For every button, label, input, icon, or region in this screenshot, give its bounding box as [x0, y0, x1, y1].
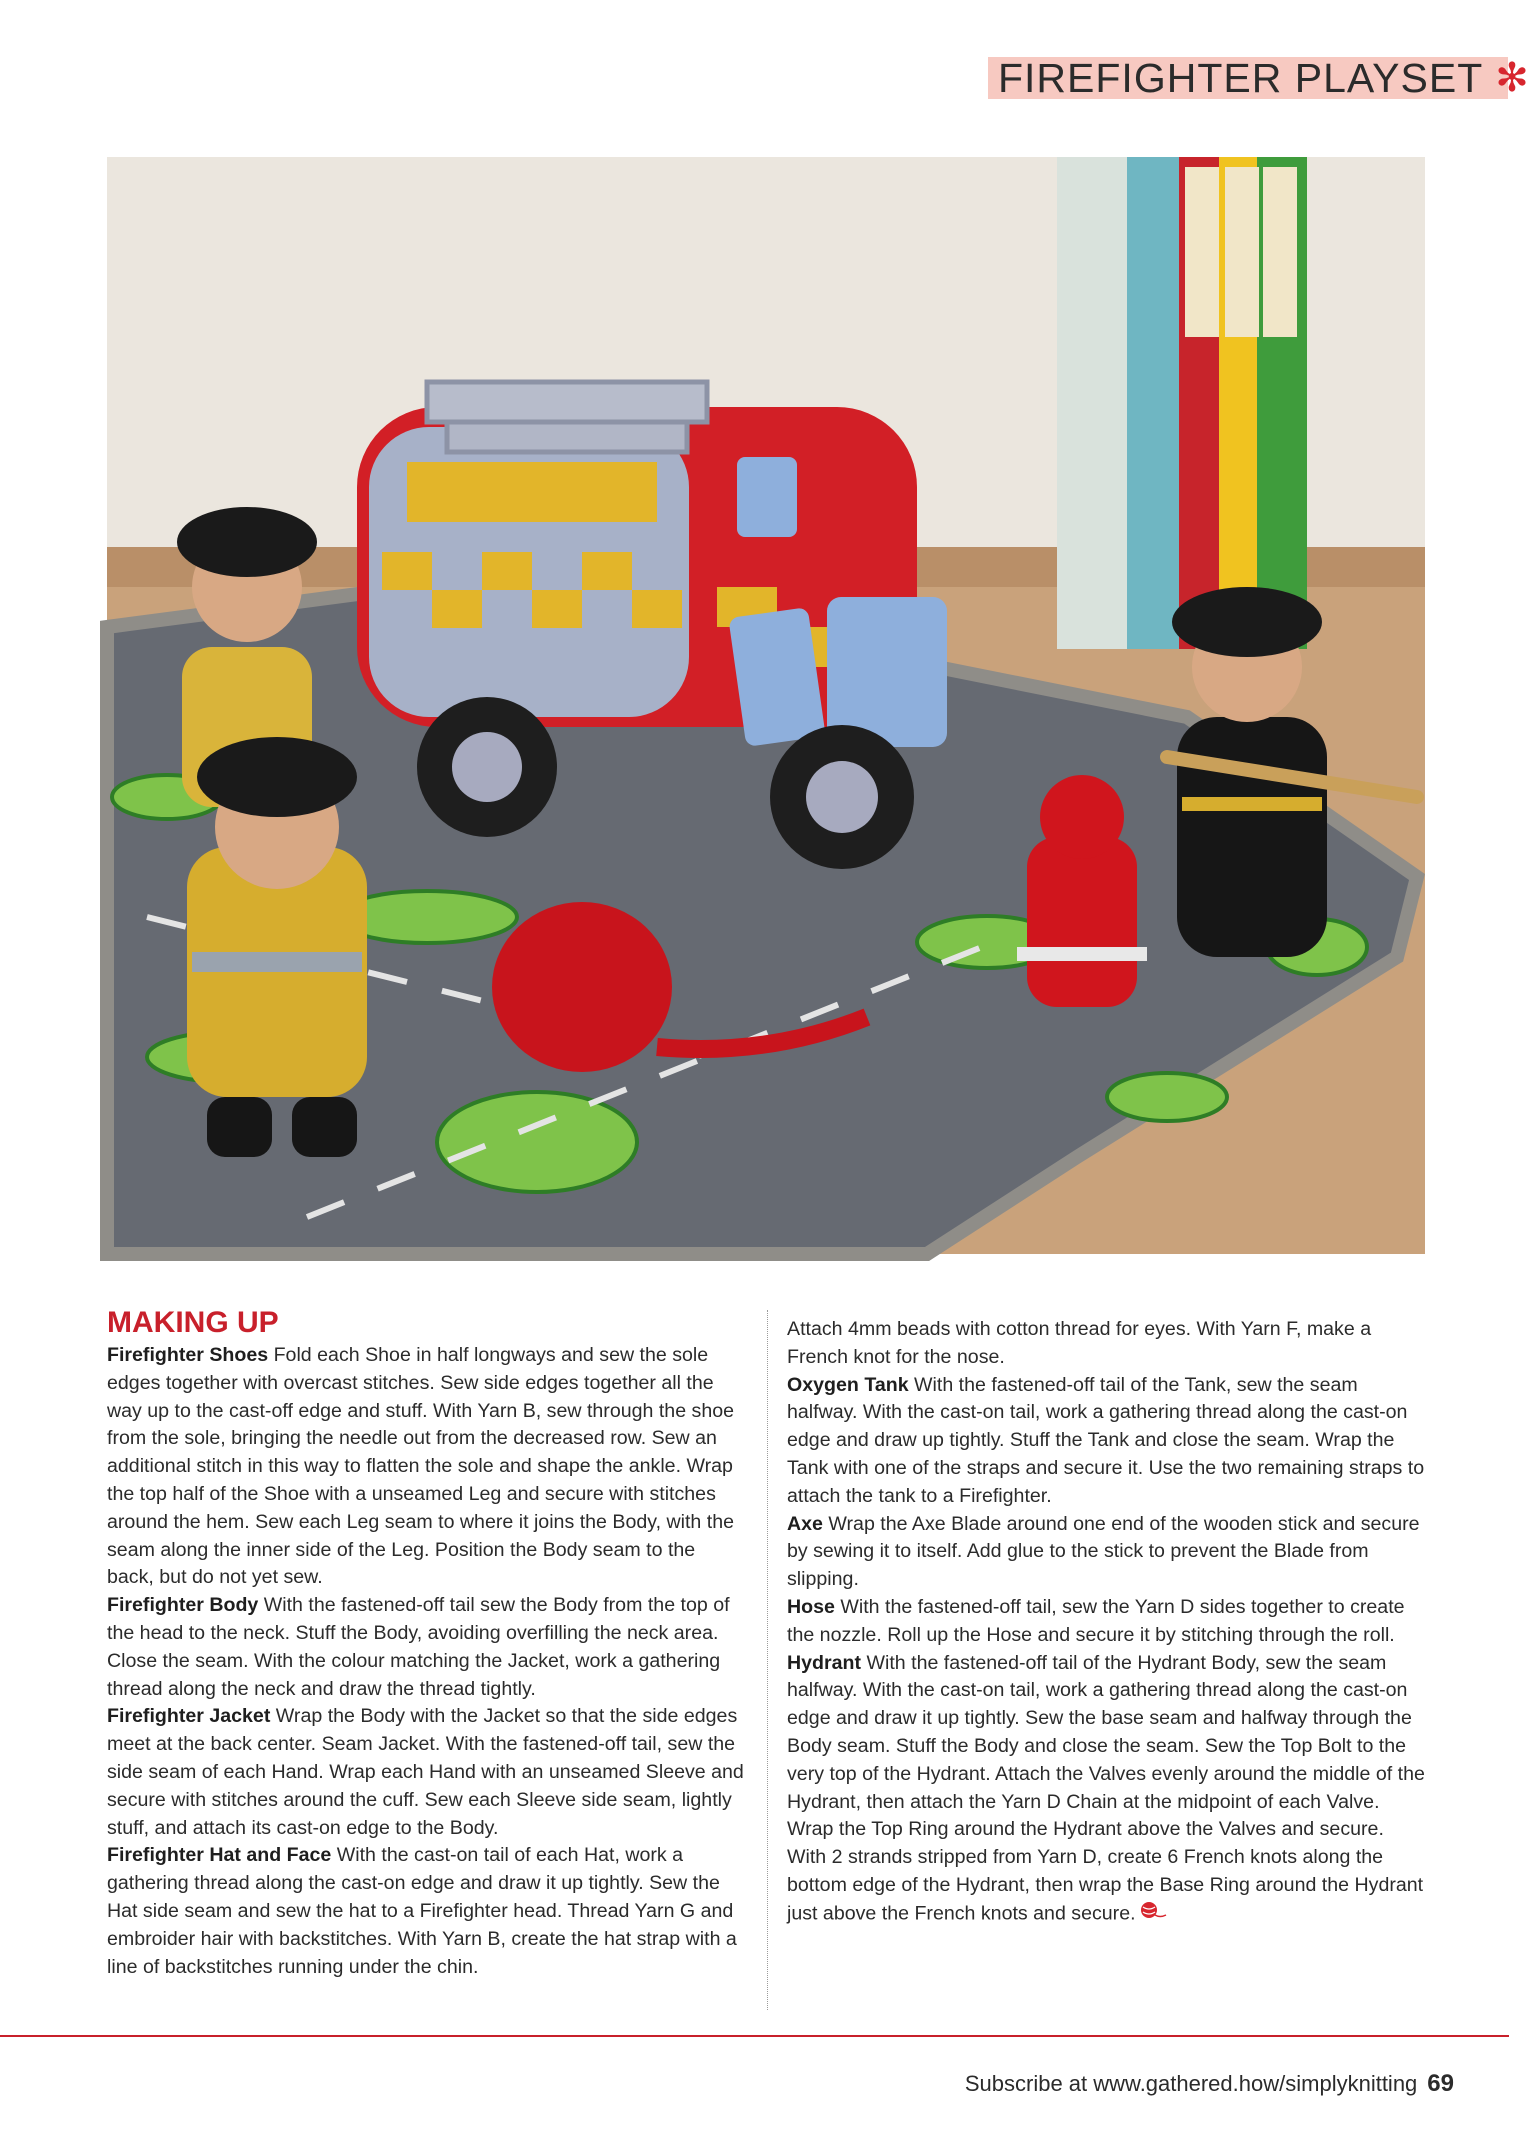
term: Axe [787, 1512, 823, 1535]
books [1057, 157, 1307, 649]
paragraph-text: With the fastened-off tail of the Hydrant Body, sew the seam halfway. With the cast-on tail, work a gathering thread along the cast-on edge and draw it up tightly. Sew the base seam and halfway through the Body seam. Stuff the Body and close the seam. Sew the Top Bolt to the very top of the Hydrant. Attach the Valves evenly around the middle of the Hydrant, then attach the Yarn D Chain at the midpoint of each Valve. Wrap the Top Ring around the Hydrant above the Valves and secure. With 2 strands stripped from Yarn D, create 6 French knots along the bottom edge of the Hydrant, then wrap the Base Ring around the Hydrant just above the French knots and secure. [787, 1651, 1425, 1925]
left-column [107, 1306, 747, 1981]
paragraph-eyes [787, 1316, 1427, 1372]
paragraph-jacket [107, 1703, 747, 1842]
paragraph-text: With the fastened-off tail sew the Body from the top of the head to the neck. Stuff the Body, avoiding overfilling the neck area. Close the seam. With the colour matching the Jacket, work a gathering thread along the neck and draw the thread tightly. [107, 1594, 730, 1700]
section-heading: MAKING UP [107, 1306, 279, 1339]
paragraph-hydrant [787, 1650, 1427, 1929]
section-tag [988, 54, 1529, 101]
subscribe-link[interactable]: Subscribe at www.gathered.how/simplyknitting [964, 2071, 1418, 2096]
paragraph-text: With the cast-on tail of each Hat, work a gathering thread along the cast-on edge and draw it up tightly. Sew the Hat side seam and sew the hat to a Firefighter head. Thread Yarn G and embroider hair with backstitches. With Yarn B, create the hat strap with a line of backstitches running under the chin. [107, 1844, 737, 1978]
term: Oxygen Tank [787, 1373, 909, 1396]
paragraph-hat-face [107, 1842, 747, 1981]
footer-rule [0, 2035, 1509, 2037]
term: Hose [787, 1595, 835, 1618]
paragraph-text: Fold each Shoe in half longways and sew the sole edges together with overcast stitches. Sew side edges together all the way up to the cast-off edge and stuff. With Yarn B, sew through the shoe from the sole, bringing the needle out from the decreased row. Sew an additional stitch in this way to flatten the sole and shape the ankle. Wrap the top half of the Shoe with a unseamed Leg and secure with stitches around the hem. Sew each Leg seam to where it joins the Body, with the seam along the inner side of the Leg. Position the Body seam to the back, but do not yet sew. [107, 1344, 735, 1589]
paragraph-text: With the fastened-off tail of the Tank, sew the seam halfway. With the cast-on tail, work a gathering thread along the cast-on edge and draw up tightly. Stuff the Tank and close the seam. Wrap the Tank with one of the straps and secure it. Use the two remaining straps to attach the tank to a Firefighter. [787, 1373, 1425, 1507]
playset-photo [107, 157, 1425, 1254]
column-divider [767, 1310, 768, 2010]
paragraph-hose [787, 1594, 1427, 1650]
paragraph-text: Attach 4mm beads with cotton thread for eyes. With Yarn F, make a French knot for the nose. [787, 1318, 1372, 1368]
footer [965, 2070, 1454, 2098]
term: Firefighter Jacket [107, 1705, 271, 1728]
term: Hydrant [787, 1651, 862, 1674]
term: Firefighter Body [107, 1594, 259, 1617]
paragraph-body [107, 1592, 747, 1703]
term: Firefighter Hat and Face [107, 1844, 332, 1867]
term: Firefighter Shoes [107, 1344, 269, 1366]
firefighter-front [187, 737, 367, 1157]
paragraph-text: With the fastened-off tail, sew the Yarn D sides together to create the nozzle. Roll up the Hose and secure it by stitching through the roll. [787, 1595, 1405, 1646]
page-number: 69 [1427, 2070, 1454, 2097]
section-title: FIREFIGHTER PLAYSET [998, 54, 1484, 101]
right-column [787, 1316, 1427, 1929]
paragraph-text: Wrap the Axe Blade around one end of the wooden stick and secure by sewing it to itself. Add glue to the stick to prevent the Blade from slipping. [787, 1512, 1420, 1591]
asterisk-flower-icon: ✻ [1495, 56, 1529, 100]
paragraph-shoes [107, 1342, 747, 1592]
yarn-ball-icon [1140, 1900, 1166, 1929]
paragraph-axe [787, 1511, 1427, 1594]
paragraph-text: Wrap the Body with the Jacket so that the side edges meet at the back center. Seam Jacket. With the fastened-off tail, sew the side seam of each Hand. Wrap each Hand with an unseamed Sleeve and secure with stitches around the cuff. Sew each Sleeve side seam, lightly stuff, and attach its cast-on edge to the Body. [107, 1705, 744, 1839]
paragraph-oxygen-tank [787, 1372, 1427, 1511]
